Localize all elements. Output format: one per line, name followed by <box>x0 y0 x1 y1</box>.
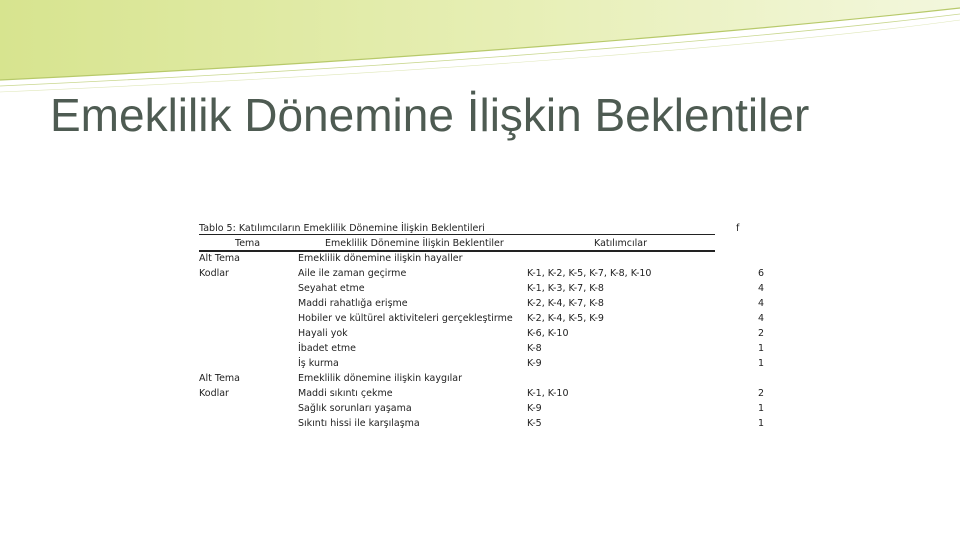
row-participants: K-1, K-3, K-7, K-8 <box>527 283 604 294</box>
row-participants: K-9 <box>527 403 542 414</box>
row-participants: K-1, K-10 <box>527 388 569 399</box>
row-label: Kodlar <box>199 388 229 399</box>
row-frequency: 1 <box>757 358 764 369</box>
row-frequency: 4 <box>757 298 764 309</box>
header-expectations: Emeklilik Dönemine İlişkin Beklentiler <box>325 238 504 249</box>
row-label: Alt Tema <box>199 373 240 384</box>
row-item: İş kurma <box>298 358 339 369</box>
row-participants: K-2, K-4, K-5, K-9 <box>527 313 604 324</box>
row-frequency: 4 <box>757 313 764 324</box>
row-item: Sıkıntı hissi ile karşılaşma <box>298 418 420 429</box>
row-participants: K-1, K-2, K-5, K-7, K-8, K-10 <box>527 268 652 279</box>
slide-title: Emeklilik Dönemine İlişkin Beklentiler <box>50 89 810 141</box>
table-caption: Tablo 5: Katılımcıların Emeklilik Dönemine İlişkin Beklentileri <box>199 223 485 234</box>
row-participants: K-9 <box>527 358 542 369</box>
row-item: Maddi sıkıntı çekme <box>298 388 393 399</box>
row-item: Hobiler ve kültürel aktiviteleri gerçekleştirme <box>298 313 513 324</box>
header-participants: Katılımcılar <box>594 238 648 249</box>
row-participants: K-2, K-4, K-7, K-8 <box>527 298 604 309</box>
row-participants: K-5 <box>527 418 542 429</box>
row-item: Aile ile zaman geçirme <box>298 268 407 279</box>
table-top-rule <box>199 234 715 235</box>
row-participants: K-6, K-10 <box>527 328 569 339</box>
row-frequency: 2 <box>757 388 764 399</box>
table-header-rule <box>199 250 715 252</box>
header-tema: Tema <box>235 238 261 249</box>
row-item: Emeklilik dönemine ilişkin hayaller <box>298 253 463 264</box>
row-label: Kodlar <box>199 268 229 279</box>
row-frequency: 6 <box>757 268 764 279</box>
row-label: Alt Tema <box>199 253 240 264</box>
row-item: İbadet etme <box>298 343 356 354</box>
row-frequency: 1 <box>757 343 764 354</box>
row-item: Sağlık sorunları yaşama <box>298 403 412 414</box>
row-frequency: 4 <box>757 283 764 294</box>
row-item: Maddi rahatlığa erişme <box>298 298 408 309</box>
f-header: f <box>736 223 740 234</box>
row-participants: K-8 <box>527 343 542 354</box>
row-item: Hayali yok <box>298 328 348 339</box>
row-item: Emeklilik dönemine ilişkin kaygılar <box>298 373 463 384</box>
row-frequency: 1 <box>757 403 764 414</box>
row-item: Seyahat etme <box>298 283 365 294</box>
row-frequency: 2 <box>757 328 764 339</box>
row-frequency: 1 <box>757 418 764 429</box>
